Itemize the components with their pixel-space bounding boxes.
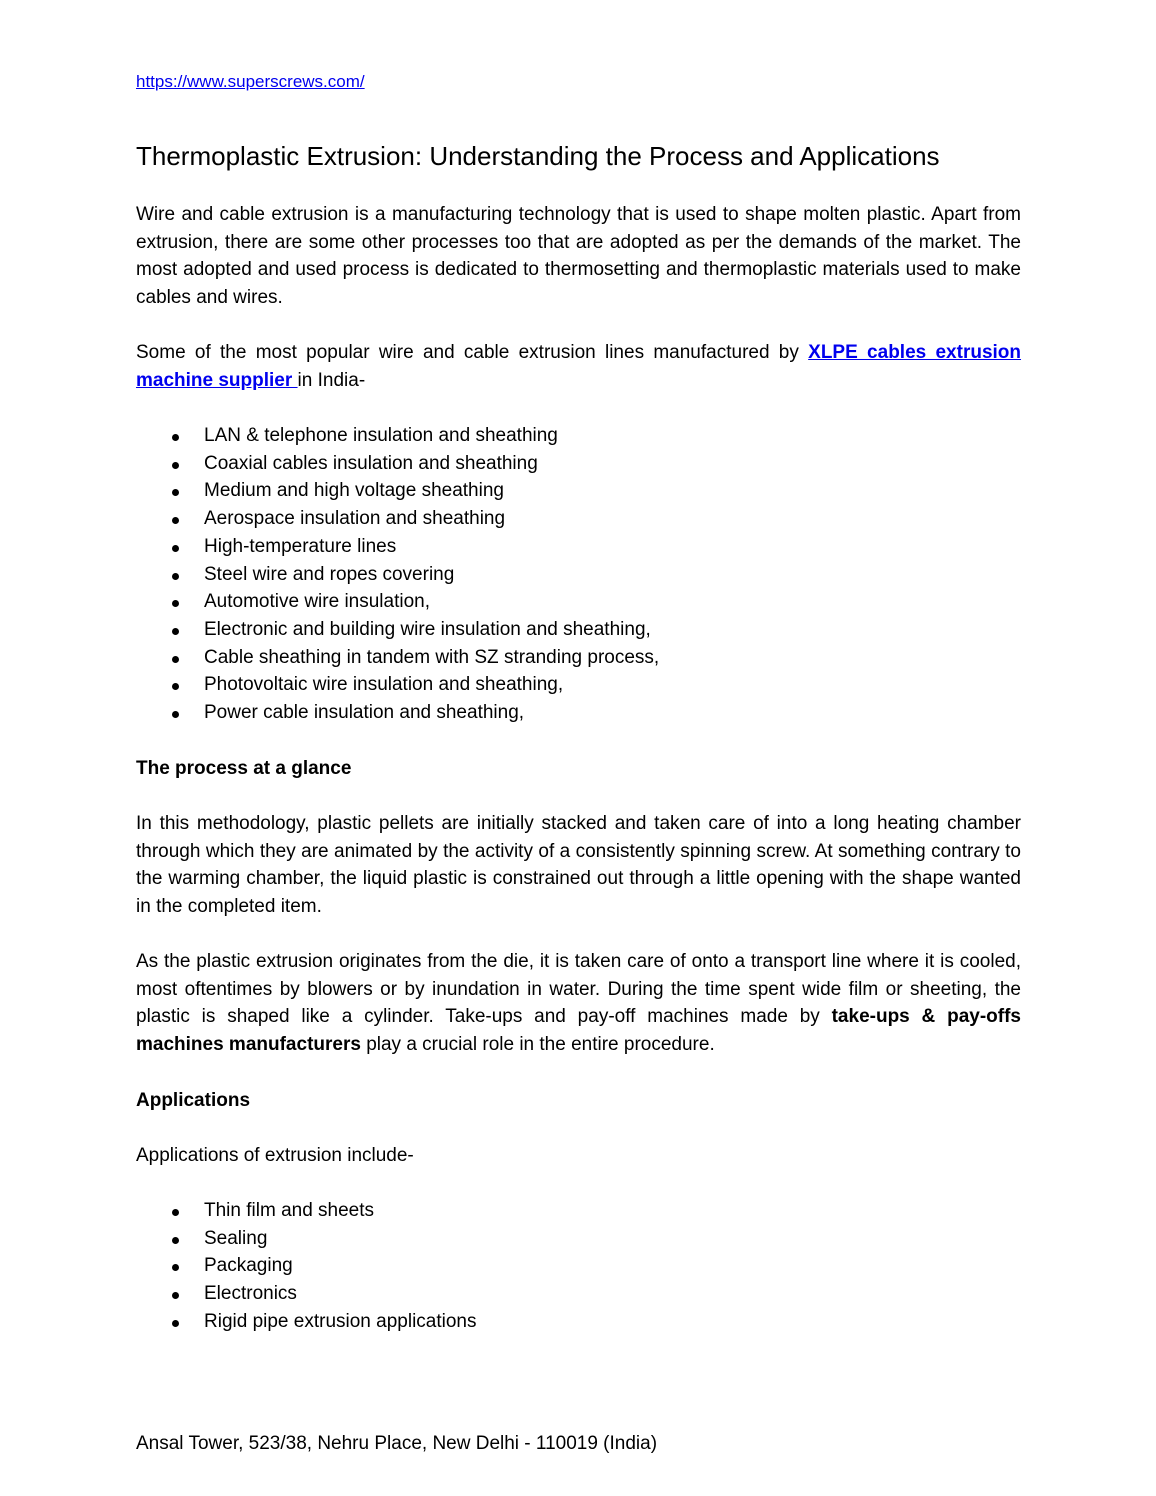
document-page: [136, 0, 1021, 1496]
list-item: [136, 588, 1021, 616]
bullet-icon: [172, 628, 179, 635]
list-item: [136, 1225, 1021, 1253]
list-item-label: Thin film and sheets: [204, 1200, 375, 1221]
list-item: [136, 477, 1021, 505]
list-item-label: Packaging: [204, 1255, 293, 1277]
applications-intro: Applications of extrusion include-: [136, 1145, 414, 1166]
list-item: [136, 1197, 1021, 1225]
list-item-label: Electronics: [204, 1283, 297, 1305]
list-item: [136, 644, 1021, 672]
process-paragraph: In this methodology, plastic pellets are initially stacked and taken care of into a long heating chamber through which they are animated by the activity of a consistently spinning screw. At something contrary to the warming chamber, the liquid plastic is constrained out through a little opening with the shape wanted in the completed item.: [136, 813, 1021, 918]
footer-address: Ansal Tower, 523/38, Nehru Place, New Delhi - 110019 (India): [136, 1433, 658, 1454]
list-item-label: Photovoltaic wire insulation and sheathing,: [204, 674, 564, 696]
page-title: Thermoplastic Extrusion: Understanding the Process and Applications: [136, 141, 940, 171]
list-item-label: Rigid pipe extrusion applications: [204, 1310, 477, 1332]
bullet-icon: [172, 683, 179, 690]
bullet-icon: [172, 656, 179, 663]
list-item: [136, 1280, 1021, 1308]
bullet-icon: [172, 434, 179, 441]
list-item: [136, 450, 1021, 478]
list-item-label: Aerospace insulation and sheathing: [204, 508, 506, 530]
list-item-label: LAN & telephone insulation and sheathing: [204, 425, 558, 446]
list-item-label: Medium and high voltage sheathing: [204, 480, 504, 502]
list-item: [136, 561, 1021, 589]
bullet-icon: [172, 545, 179, 552]
bullet-icon: [172, 489, 179, 496]
xlpe-supplier-link[interactable]: XLPE cables extrusion machine supplier: [136, 342, 1022, 391]
list-item: [136, 616, 1021, 644]
bullet-icon: [172, 462, 179, 469]
extrusion-lines-list: [136, 422, 1021, 727]
bullet-icon: [172, 600, 179, 607]
bullet-icon: [172, 1292, 179, 1299]
list-item: [136, 1308, 1021, 1336]
list-item: [136, 1252, 1021, 1280]
list-item: [136, 422, 1021, 450]
bullet-icon: [172, 1209, 179, 1216]
bullet-icon: [172, 573, 179, 580]
list-item: [136, 699, 1021, 727]
list-item: [136, 505, 1021, 533]
list-item-label: Sealing: [204, 1227, 268, 1249]
extrusion-lines-text-before: Some of the most popular wire and cable extrusion lines manufactured by: [136, 342, 809, 363]
applications-list: [136, 1197, 1021, 1336]
bullet-icon: [172, 517, 179, 524]
takeups-manufacturers-bold: take-ups & pay-offs machines manufacturers: [136, 1006, 1021, 1056]
process-heading: The process at a glance: [136, 758, 352, 779]
list-item-label: High-temperature lines: [204, 535, 397, 557]
list-item-label: Electronic and building wire insulation and sheathing,: [204, 618, 651, 640]
intro-paragraph: Wire and cable extrusion is a manufacturing technology that is used to shape molten plastic. Apart from extrusion, there are some other processes too that are adopted as per the demands of the market. The most adopted and used process is dedicated to thermosetting and thermoplastic materials used to make cables and wires.: [136, 204, 1021, 309]
list-item-label: Automotive wire insulation,: [204, 591, 430, 613]
extrusion-paragraph-text-after: play a crucial role in the entire procedure.: [360, 1034, 715, 1056]
list-item: [136, 533, 1021, 561]
bullet-icon: [172, 711, 179, 718]
extrusion-paragraph: [136, 948, 1021, 1059]
extrusion-paragraph-text-before: As the plastic extrusion originates from the die, it is taken care of onto a transport line where it is cooled, most oftentimes by blowers or by inundation in water. During the time spent wide film or sheeting, the plastic is shaped like a cylinder. Take-ups and pay-off machines made by: [136, 951, 1021, 1028]
extrusion-lines-text-after: in India-: [297, 369, 366, 391]
extrusion-lines-paragraph: [136, 339, 1021, 394]
bullet-icon: [172, 1264, 179, 1271]
list-item: [136, 671, 1021, 699]
list-item-label: Power cable insulation and sheathing,: [204, 702, 525, 724]
bullet-icon: [172, 1320, 179, 1327]
bullet-icon: [172, 1237, 179, 1244]
list-item-label: Steel wire and ropes covering: [204, 563, 455, 585]
list-item-label: Coaxial cables insulation and sheathing: [204, 452, 538, 474]
applications-heading: Applications: [136, 1090, 251, 1111]
website-link[interactable]: https://www.superscrews.com/: [136, 72, 365, 91]
list-item-label: Cable sheathing in tandem with SZ stranding process,: [204, 646, 660, 668]
